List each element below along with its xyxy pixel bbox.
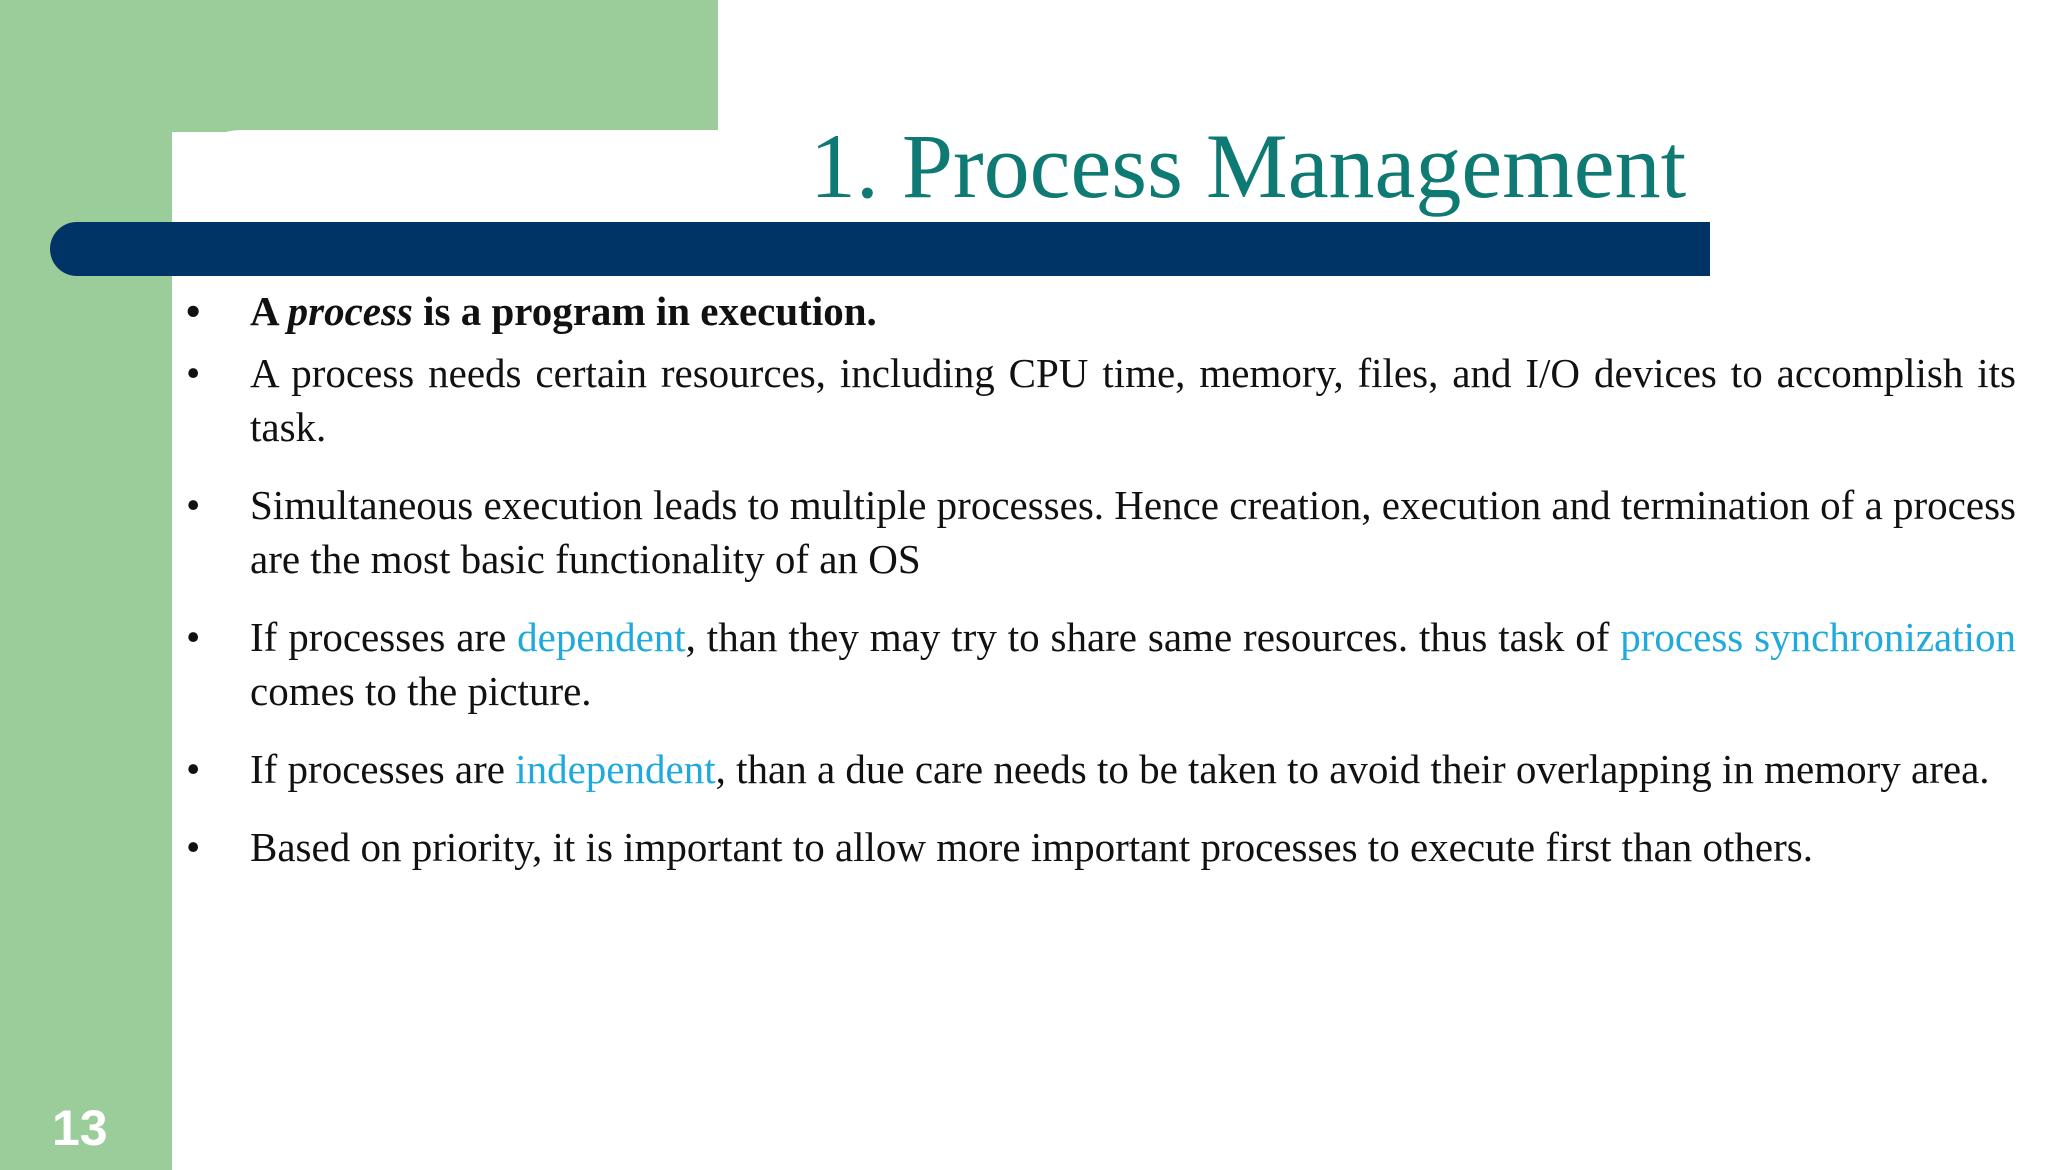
bullet-item-simultaneous xyxy=(186,478,2016,586)
bullet-text: Based on priority, it is important to allow more important processes to execute first than others. xyxy=(250,824,1813,870)
bullet-item-priority xyxy=(186,820,2016,874)
bullet-item-definition xyxy=(186,284,2016,338)
green-left-band xyxy=(0,0,172,1170)
bullet-text: , than they may try to share same resources. thus task of xyxy=(685,614,1621,660)
bullet-item-resources xyxy=(186,346,2016,454)
slide-title-text: 1. Process Management xyxy=(809,115,1687,217)
bullet-text: , than a due care needs to be taken to avoid their overlapping in memory area. xyxy=(715,746,1990,792)
bullet-item-dependent xyxy=(186,610,2016,718)
bullet-text: A process needs certain resources, including CPU time, memory, files, and I/O devices to accomplish its task. xyxy=(250,350,2016,450)
bullet-emphasis: process xyxy=(287,288,413,334)
slide-title xyxy=(172,110,2048,222)
bullet-text: A xyxy=(250,288,288,334)
bullet-text: If processes are xyxy=(250,614,518,660)
bullet-text: If processes are xyxy=(250,746,516,792)
bullet-text: comes to the picture. xyxy=(250,668,592,714)
bullet-item-independent xyxy=(186,742,2016,796)
highlight-process-synchronization: process synchronization xyxy=(1620,614,2017,660)
bullet-text: is a program in execution. xyxy=(412,288,877,334)
slide-number: 13 xyxy=(52,1100,108,1156)
bullet-list xyxy=(186,284,2016,874)
bullet-text: Simultaneous execution leads to multiple processes. Hence creation, execution and termination of a process are the most basic functionality of an OS xyxy=(250,482,2016,582)
highlight-independent: independent xyxy=(515,746,716,792)
highlight-dependent: dependent xyxy=(517,614,686,660)
title-underline-bar xyxy=(50,222,1710,276)
